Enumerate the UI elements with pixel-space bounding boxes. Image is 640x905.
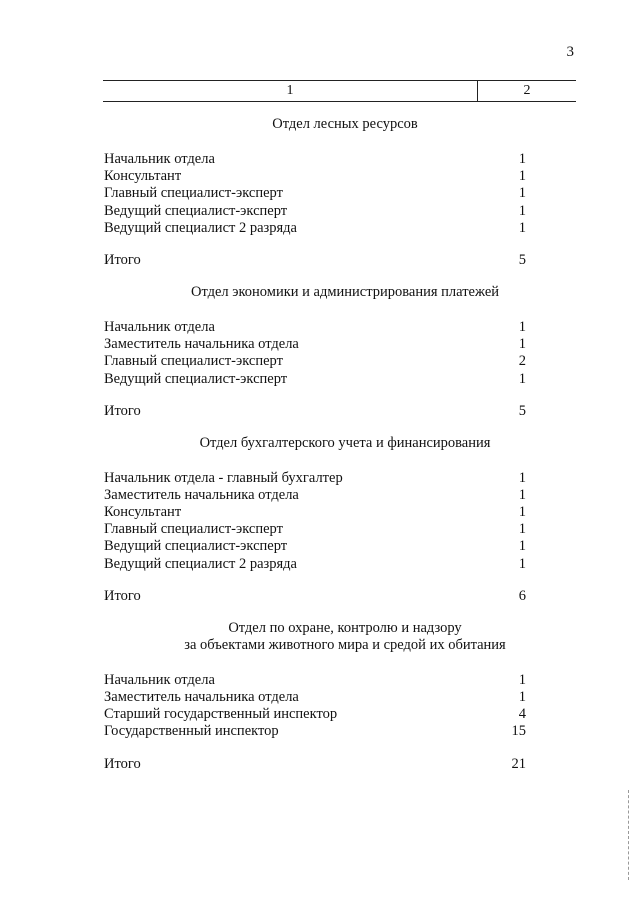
position-row bbox=[104, 689, 534, 706]
position-count: 1 bbox=[518, 671, 526, 688]
position-name: Главный специалист-эксперт bbox=[104, 185, 283, 202]
department-title-line: за объектами животного мира и средой их обитания bbox=[184, 636, 506, 653]
position-name: Заместитель начальника отдела bbox=[104, 336, 299, 353]
position-row bbox=[104, 353, 534, 370]
department-title bbox=[130, 284, 560, 301]
column-header-1: 1 bbox=[103, 81, 478, 101]
position-row bbox=[104, 185, 534, 202]
position-name: Начальник отдела - главный бухгалтер bbox=[104, 469, 343, 486]
position-row bbox=[104, 371, 534, 388]
staff-list bbox=[104, 116, 534, 788]
position-count: 1 bbox=[518, 336, 526, 353]
position-row bbox=[104, 151, 534, 168]
position-row bbox=[104, 319, 534, 336]
position-name: Ведущий специалист 2 разряда bbox=[104, 555, 297, 572]
position-count: 1 bbox=[518, 486, 526, 503]
position-name: Государственный инспектор bbox=[104, 723, 279, 740]
position-name: Начальник отдела bbox=[104, 151, 215, 167]
scan-margin-mark bbox=[628, 790, 630, 880]
section-total-row bbox=[104, 588, 534, 605]
total-count: 5 bbox=[518, 402, 526, 419]
position-row bbox=[104, 487, 534, 504]
position-count: 1 bbox=[518, 469, 526, 486]
column-header-2: 2 bbox=[523, 83, 531, 98]
position-name: Консультант bbox=[104, 168, 182, 185]
position-row bbox=[104, 336, 534, 353]
position-row bbox=[104, 220, 534, 237]
position-count: 2 bbox=[518, 353, 526, 370]
position-count: 1 bbox=[518, 504, 526, 521]
position-name: Заместитель начальника отдела bbox=[104, 486, 299, 503]
column-header-table bbox=[103, 80, 576, 102]
section-total-row bbox=[104, 252, 534, 269]
position-row bbox=[104, 203, 534, 220]
position-count: 4 bbox=[518, 706, 526, 723]
department-title bbox=[130, 435, 560, 452]
position-row bbox=[104, 521, 534, 538]
department-title-line: Отдел экономики и администрирования платежей bbox=[190, 283, 500, 300]
position-count: 1 bbox=[518, 538, 526, 555]
position-row bbox=[104, 538, 534, 555]
position-row bbox=[104, 706, 534, 723]
department-section bbox=[104, 620, 534, 773]
total-label: Итого bbox=[104, 587, 141, 604]
position-count: 1 bbox=[518, 689, 526, 705]
position-count: 1 bbox=[518, 555, 526, 572]
department-title bbox=[130, 116, 560, 133]
section-total-row bbox=[104, 403, 534, 420]
position-row bbox=[104, 470, 534, 487]
department-title-line: Отдел лесных ресурсов bbox=[272, 116, 418, 132]
position-row bbox=[104, 672, 534, 689]
department-section bbox=[104, 435, 534, 605]
position-name: Ведущий специалист-эксперт bbox=[104, 538, 288, 555]
position-name: Ведущий специалист-эксперт bbox=[104, 202, 288, 219]
position-name: Начальник отдела bbox=[104, 318, 215, 335]
position-count: 1 bbox=[518, 151, 526, 167]
position-count: 1 bbox=[518, 521, 526, 538]
position-name: Заместитель начальника отдела bbox=[104, 689, 299, 705]
position-count: 1 bbox=[518, 219, 526, 236]
position-name: Главный специалист-эксперт bbox=[104, 521, 283, 538]
total-label: Итого bbox=[104, 755, 141, 772]
total-count: 6 bbox=[518, 587, 526, 604]
total-label: Итого bbox=[104, 251, 141, 268]
department-section bbox=[104, 284, 534, 420]
position-count: 1 bbox=[518, 318, 526, 335]
department-title-line: Отдел бухгалтерского учета и финансирования bbox=[199, 434, 491, 451]
position-count: 1 bbox=[518, 168, 526, 185]
department-title-line: Отдел по охране, контролю и надзору bbox=[228, 619, 462, 636]
position-row bbox=[104, 723, 534, 740]
total-label: Итого bbox=[104, 402, 141, 419]
page-number: 3 bbox=[566, 44, 574, 60]
position-row bbox=[104, 556, 534, 573]
total-count: 5 bbox=[518, 251, 526, 268]
position-name: Ведущий специалист-эксперт bbox=[104, 370, 288, 387]
department-section bbox=[104, 116, 534, 269]
position-name: Ведущий специалист 2 разряда bbox=[104, 219, 297, 236]
position-count: 1 bbox=[518, 370, 526, 387]
position-name: Старший государственный инспектор bbox=[104, 706, 338, 723]
department-title bbox=[130, 620, 560, 654]
position-name: Консультант bbox=[104, 504, 182, 521]
position-name: Главный специалист-эксперт bbox=[104, 353, 283, 370]
position-count: 1 bbox=[518, 202, 526, 219]
position-row bbox=[104, 168, 534, 185]
position-count: 1 bbox=[518, 185, 526, 202]
position-name: Начальник отдела bbox=[104, 671, 215, 688]
total-count: 21 bbox=[511, 755, 526, 772]
position-count: 15 bbox=[511, 723, 526, 740]
position-row bbox=[104, 504, 534, 521]
section-total-row bbox=[104, 756, 534, 773]
